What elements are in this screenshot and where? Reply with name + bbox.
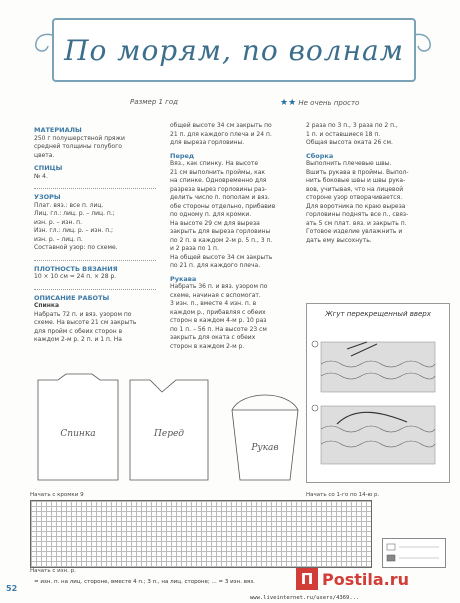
text-line: по одному п. для кромки.	[170, 211, 252, 218]
text-line: дать ему высохнуть.	[306, 236, 372, 244]
text-line: закрыть для выреза горловины	[170, 228, 271, 235]
text-line: Вшить рукава в проймы. Выпол-	[306, 168, 409, 176]
divider	[34, 182, 156, 189]
text-line: Набрать 72 п. и вяз. узором по	[34, 310, 132, 318]
text-line: сторон в каждом 4-м р. 10 раз	[170, 317, 267, 324]
garment-schematics	[18, 370, 308, 490]
text-line: на спинке. Одновременно для	[170, 177, 267, 184]
text-line: 21 см выполнить проймы, как	[170, 168, 266, 176]
sleeve-label: Рукав	[251, 443, 279, 453]
cable-stitch-illustration	[307, 304, 449, 482]
page-number: 52	[6, 584, 18, 593]
left-column	[34, 122, 156, 345]
symbol-key-box	[382, 538, 446, 568]
text-line: и 2 раза по 1 п.	[170, 245, 219, 252]
chart-legend: = изн. п. на лиц. стороне, вместе 4 п.; 3 п., на лиц. стороне; ... = 3 изн. вяз.	[34, 579, 255, 585]
text-line: каждом 2-м р. 2 п. и 1 п. На	[34, 336, 122, 343]
text-line: общей высоте 34 см закрыть по	[170, 122, 272, 129]
text-line: Изн. гл.: лиц. р. – изн. п.;	[34, 227, 114, 234]
size-label: Размер 1 год	[130, 98, 178, 106]
right-column	[306, 122, 436, 245]
text-line: Лиц. гл.: лиц. р. – лиц. п.;	[34, 210, 115, 217]
text-line: Готовое изделие увлажнить и	[306, 228, 403, 235]
text-line: № 4.	[34, 172, 48, 180]
divider	[34, 283, 156, 290]
text-line: стороне узор отворачивается.	[306, 194, 403, 201]
text-line: вов, учитывая, что на лицевой	[306, 185, 404, 193]
postila-logo-icon: П	[296, 568, 318, 590]
text-line: закрыть для оката с обеих	[170, 334, 256, 341]
difficulty-text: Не очень просто	[298, 99, 360, 107]
text-line: 10 × 10 см = 24 п. × 28 р.	[34, 273, 117, 280]
text-line: 21 п. для каждого плеча и 24 п.	[170, 130, 272, 138]
text-line: Для воротника по краю выреза	[306, 202, 406, 210]
chart-label-left: Начать с кромки 9	[30, 492, 84, 498]
text-line: разреза вырез горловины раз-	[170, 185, 267, 193]
text-line: Плат. вяз.: все п. лиц.	[34, 201, 104, 209]
difficulty-label	[280, 98, 359, 108]
source-url: www.liveinternet.ru/users/4369...	[250, 595, 360, 601]
text-line: изн. р. – изн. п.	[34, 218, 83, 226]
stars-icon: ★★	[280, 98, 297, 108]
figure-title: Жгут перекрещенный вверх	[325, 310, 431, 318]
text-line: по 1 п. – 56 п. На высоте 23 см	[170, 325, 267, 333]
text-line: 250 г полушерстяной пряжи	[34, 134, 125, 142]
front-label: Перед	[154, 429, 184, 439]
middle-column	[170, 122, 294, 351]
text-line: изн. р. – лиц. п.	[34, 235, 83, 243]
text-line: На высоте 29 см для выреза	[170, 219, 260, 227]
text-line: горловины поднять все п., связ-	[306, 211, 409, 218]
text-line: цвета.	[34, 151, 55, 159]
postila-logo-text: Postila.ru	[322, 569, 410, 589]
text-line: 1 п. и оставшиеся 18 п.	[306, 130, 381, 138]
page-title: По морям, по волнам	[64, 33, 404, 67]
materials-heading: МАТЕРИАЛЫ	[34, 126, 82, 134]
title-banner	[52, 18, 416, 82]
text-line: средней толщины голубого	[34, 143, 122, 150]
text-line: сторон в каждом 2-м р.	[170, 342, 245, 350]
section-heading: Сборка	[306, 151, 334, 160]
text-line: делить число п. пополам и вяз.	[170, 194, 270, 201]
section-heading: Перед	[170, 151, 195, 160]
text-line: Выполнить плечевые швы.	[306, 160, 392, 167]
chart-label-bottom: Начать с изн. р.	[30, 568, 76, 574]
back-label: Спинка	[60, 429, 96, 439]
patterns-heading: УЗОРЫ	[34, 193, 61, 201]
text-line: Общая высота оката 26 см.	[306, 139, 393, 146]
text-line: для выреза горловины.	[170, 139, 245, 146]
cable-figure	[306, 303, 450, 483]
text-line: Вяз., как спинку. На высоте	[170, 160, 259, 167]
postila-watermark	[296, 568, 444, 590]
text-line: по 21 п. для каждого плеча.	[170, 262, 261, 269]
text-line: Составной узор: по схеме.	[34, 244, 118, 251]
section-heading: Рукава	[170, 274, 197, 283]
text-line: Набрать 36 п. и вяз. узором по	[170, 283, 268, 290]
description-heading: ОПИСАНИЕ РАБОТЫ	[34, 293, 110, 302]
text-line: для пройм с обеих сторон в	[34, 327, 123, 335]
text-line: 3 изн. п., вместе 4 изн. п. в	[170, 300, 257, 307]
divider	[34, 254, 156, 261]
text-line: нить боковые швы и швы рука-	[306, 177, 406, 184]
text-line: схеме, начиная с вспомогат.	[170, 291, 261, 299]
text-line: схеме. На высоте 21 см закрыть	[34, 319, 137, 326]
chart-label-top: Начать со 1-го по 14-ю р.	[306, 492, 380, 498]
back-heading: Спинка	[34, 302, 60, 309]
text-line: 2 раза по 3 п., 3 раза по 2 п.,	[306, 122, 398, 129]
text-line: ать 5 см плат. вяз. и закрыть п.	[306, 219, 407, 227]
stitch-chart	[30, 500, 372, 568]
needles-heading: СПИЦЫ	[34, 164, 63, 172]
text-line: по 2 п. в каждом 2-м р. 5 п., 3 п.	[170, 236, 273, 244]
density-heading: ПЛОТНОСТЬ ВЯЗАНИЯ	[34, 264, 118, 273]
text-line: На общей высоте 34 см закрыть	[170, 253, 273, 261]
text-line: обе стороны отдельно, прибавив	[170, 202, 276, 210]
text-line: каждом р., прибавляя с обеих	[170, 308, 266, 316]
